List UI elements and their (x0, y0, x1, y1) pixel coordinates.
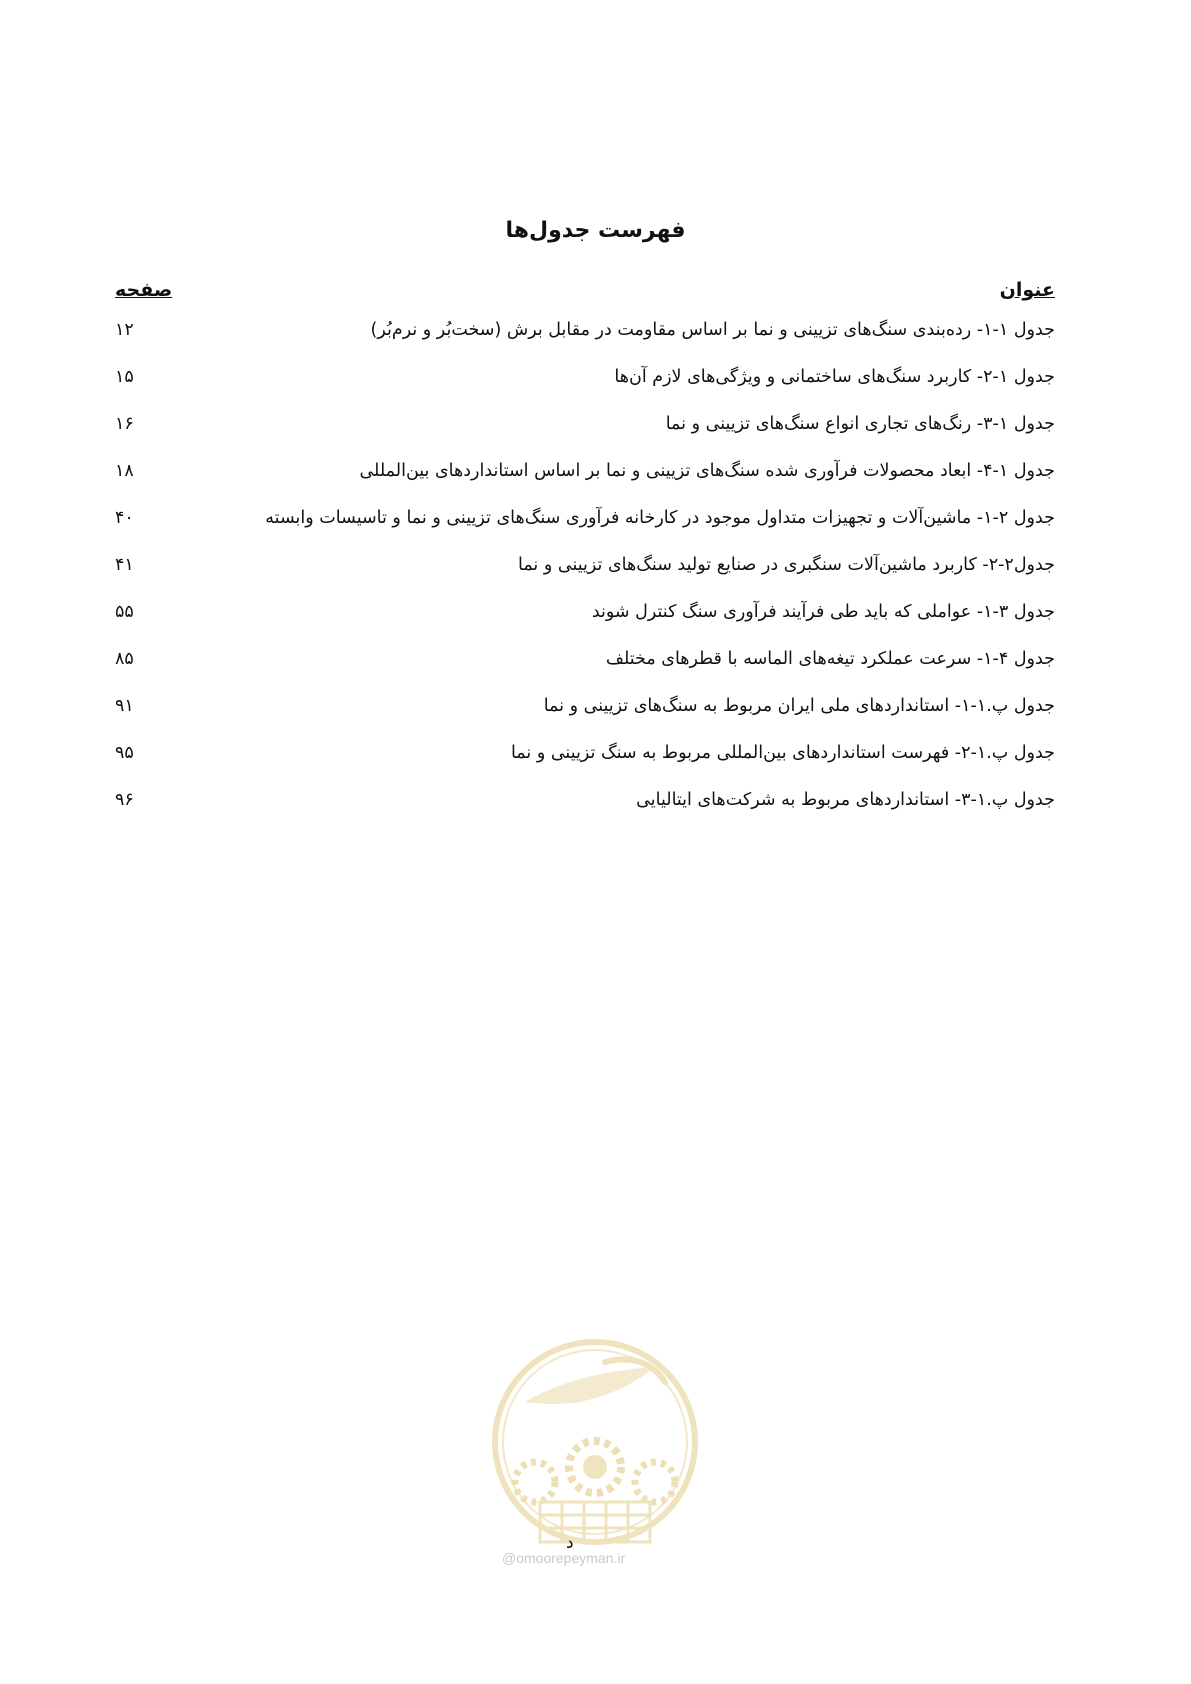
toc-entry[interactable] (115, 649, 1055, 696)
toc-entry-page: ۸۵ (115, 649, 134, 669)
toc-entry-title: جدول ۳-۱- عواملی که باید طی فرآیند فرآوری سنگ کنترل شوند (591, 602, 1055, 622)
toc-header (115, 279, 1055, 309)
logo-seal-icon (485, 1332, 705, 1572)
toc-entry-title: جدول۲-۲- کاربرد ماشین‌آلات سنگبری در صنایع تولید سنگ‌های تزیینی و نما (517, 555, 1055, 575)
toc-entry[interactable] (115, 414, 1055, 461)
toc-entry-title: جدول ۱-۴- ابعاد محصولات فرآوری شده سنگ‌های تزیینی و نما بر اساس استانداردهای بین‌المللی (359, 461, 1055, 481)
toc-entry[interactable] (115, 743, 1055, 790)
toc-entry[interactable] (115, 320, 1055, 367)
toc-entry-page: ۹۱ (115, 696, 134, 716)
toc-entry-title: جدول ۱-۳- رنگ‌های تجاری انواع سنگ‌های تزیینی و نما (665, 414, 1055, 434)
toc-header-page: صفحه (115, 279, 173, 301)
toc-entry-page: ۱۲ (115, 320, 134, 340)
page-title: فهرست جدول‌ها (505, 218, 686, 243)
watermark-site: @omoorepeyman.ir (502, 1550, 626, 1566)
toc-entry-page: ۱۶ (115, 414, 134, 434)
toc-entry-page: ۵۵ (115, 602, 134, 622)
toc-entry-page: ۹۵ (115, 743, 134, 763)
toc-entry-page: ۱۵ (115, 367, 134, 387)
toc-entry-page: ۴۰ (115, 508, 134, 528)
toc-entry-page: ۹۶ (115, 790, 134, 810)
page-number: د (566, 1533, 574, 1553)
toc-entry-title: جدول ۲-۱- ماشین‌آلات و تجهیزات متداول موجود در کارخانه فرآوری سنگ‌های تزیینی و نما و تاسیسات وابسته (265, 508, 1055, 528)
toc-entry[interactable] (115, 508, 1055, 555)
toc-entry[interactable] (115, 696, 1055, 743)
toc-entry[interactable] (115, 555, 1055, 602)
toc-entry-title: جدول ۴-۱- سرعت عملکرد تیغه‌های الماسه با قطرهای مختلف (605, 649, 1055, 669)
toc-entry[interactable] (115, 367, 1055, 414)
toc-header-title: عنوان (999, 279, 1055, 301)
toc-entry[interactable] (115, 602, 1055, 649)
toc-entry-title: جدول پ.۱-۱- استانداردهای ملی ایران مربوط به سنگ‌های تزیینی و نما (543, 696, 1055, 716)
toc-entry-title: جدول پ.۱-۲- فهرست استانداردهای بین‌المللی مربوط به سنگ تزیینی و نما (510, 743, 1055, 763)
toc-entry-title: جدول پ.۱-۳- استانداردهای مربوط به شرکت‌های ایتالیایی (636, 790, 1055, 810)
toc-entry-page: ۴۱ (115, 555, 134, 575)
table-of-tables (115, 320, 1055, 837)
watermark-logo (485, 1332, 705, 1572)
toc-entry-page: ۱۸ (115, 461, 134, 481)
toc-entry[interactable] (115, 790, 1055, 837)
toc-entry[interactable] (115, 461, 1055, 508)
toc-entry-title: جدول ۱-۲- کاربرد سنگ‌های ساختمانی و ویژگی‌های لازم آن‌ها (614, 367, 1055, 387)
toc-entry-title: جدول ۱-۱- رده‌بندی سنگ‌های تزیینی و نما بر اساس مقاومت در مقابل برش (سخت‌بُر و نرم‌بُر) (370, 320, 1055, 340)
